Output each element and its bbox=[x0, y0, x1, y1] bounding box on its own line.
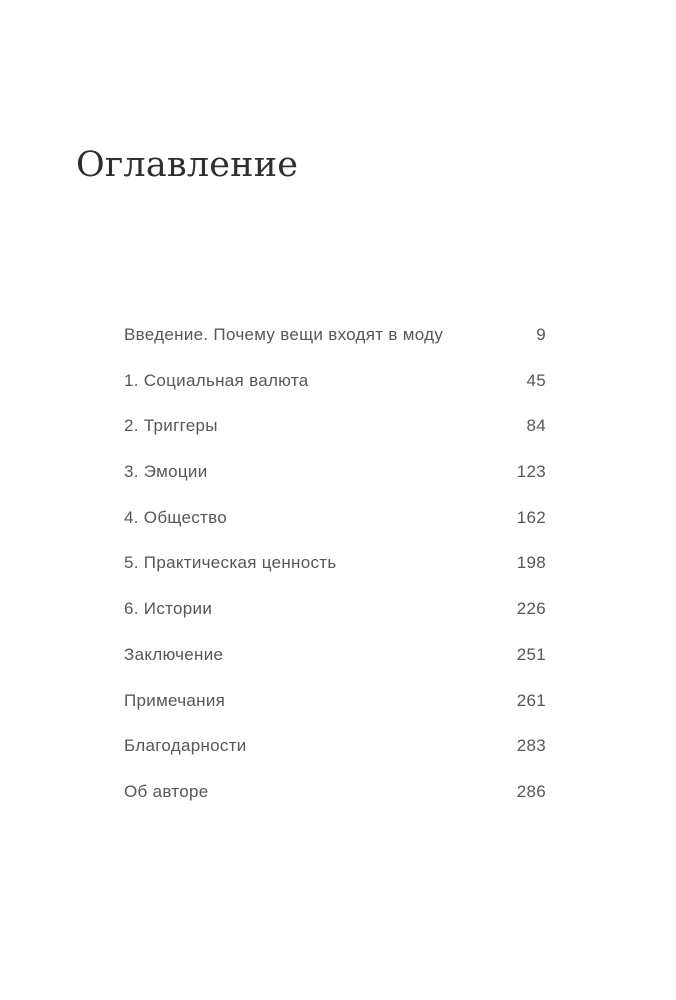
toc-entry-emotions[interactable] bbox=[124, 459, 546, 505]
toc-entry-page-number: 261 bbox=[516, 690, 546, 710]
toc-entry-label: Заключение bbox=[124, 644, 224, 664]
toc-entry-label: Примечания bbox=[124, 690, 226, 710]
toc-entry-page-number: 45 bbox=[526, 370, 546, 390]
toc-entry-introduction[interactable] bbox=[124, 322, 546, 368]
toc-entry-triggers[interactable] bbox=[124, 413, 546, 459]
toc-entry-page-number: 286 bbox=[516, 781, 546, 801]
toc-entry-page-number: 162 bbox=[516, 507, 546, 527]
toc-entry-label: 6. Истории bbox=[124, 599, 213, 619]
toc-entry-page-number: 283 bbox=[516, 736, 546, 756]
toc-entry-page-number: 9 bbox=[536, 325, 546, 344]
toc-entry-notes[interactable] bbox=[124, 688, 546, 734]
page-title: Оглавление bbox=[76, 145, 299, 185]
toc-entry-label: Об авторе bbox=[124, 781, 209, 801]
toc-entry-label: 3. Эмоции bbox=[124, 462, 208, 482]
toc-entry-label: Благодарности bbox=[124, 736, 247, 756]
table-of-contents bbox=[124, 322, 546, 825]
toc-entry-page-number: 123 bbox=[516, 462, 546, 482]
toc-entry-label: 4. Общество bbox=[124, 507, 227, 527]
toc-entry-label: 1. Социальная валюта bbox=[124, 370, 309, 390]
toc-entry-page-number: 84 bbox=[526, 416, 546, 436]
toc-entry-page-number: 226 bbox=[516, 599, 546, 619]
toc-entry-stories[interactable] bbox=[124, 596, 546, 642]
toc-entry-practical-value[interactable] bbox=[124, 550, 546, 596]
toc-entry-conclusion[interactable] bbox=[124, 642, 546, 688]
toc-entry-label: Введение. Почему вещи входят в моду bbox=[124, 325, 444, 344]
toc-entry-social-currency[interactable] bbox=[124, 368, 546, 414]
toc-entry-page-number: 251 bbox=[516, 644, 546, 664]
toc-entry-label: 2. Триггеры bbox=[124, 416, 218, 436]
toc-entry-label: 5. Практическая ценность bbox=[124, 553, 337, 573]
toc-entry-about-author[interactable] bbox=[124, 779, 546, 825]
toc-entry-acknowledgments[interactable] bbox=[124, 733, 546, 779]
toc-entry-public[interactable] bbox=[124, 505, 546, 551]
toc-entry-page-number: 198 bbox=[516, 553, 546, 573]
